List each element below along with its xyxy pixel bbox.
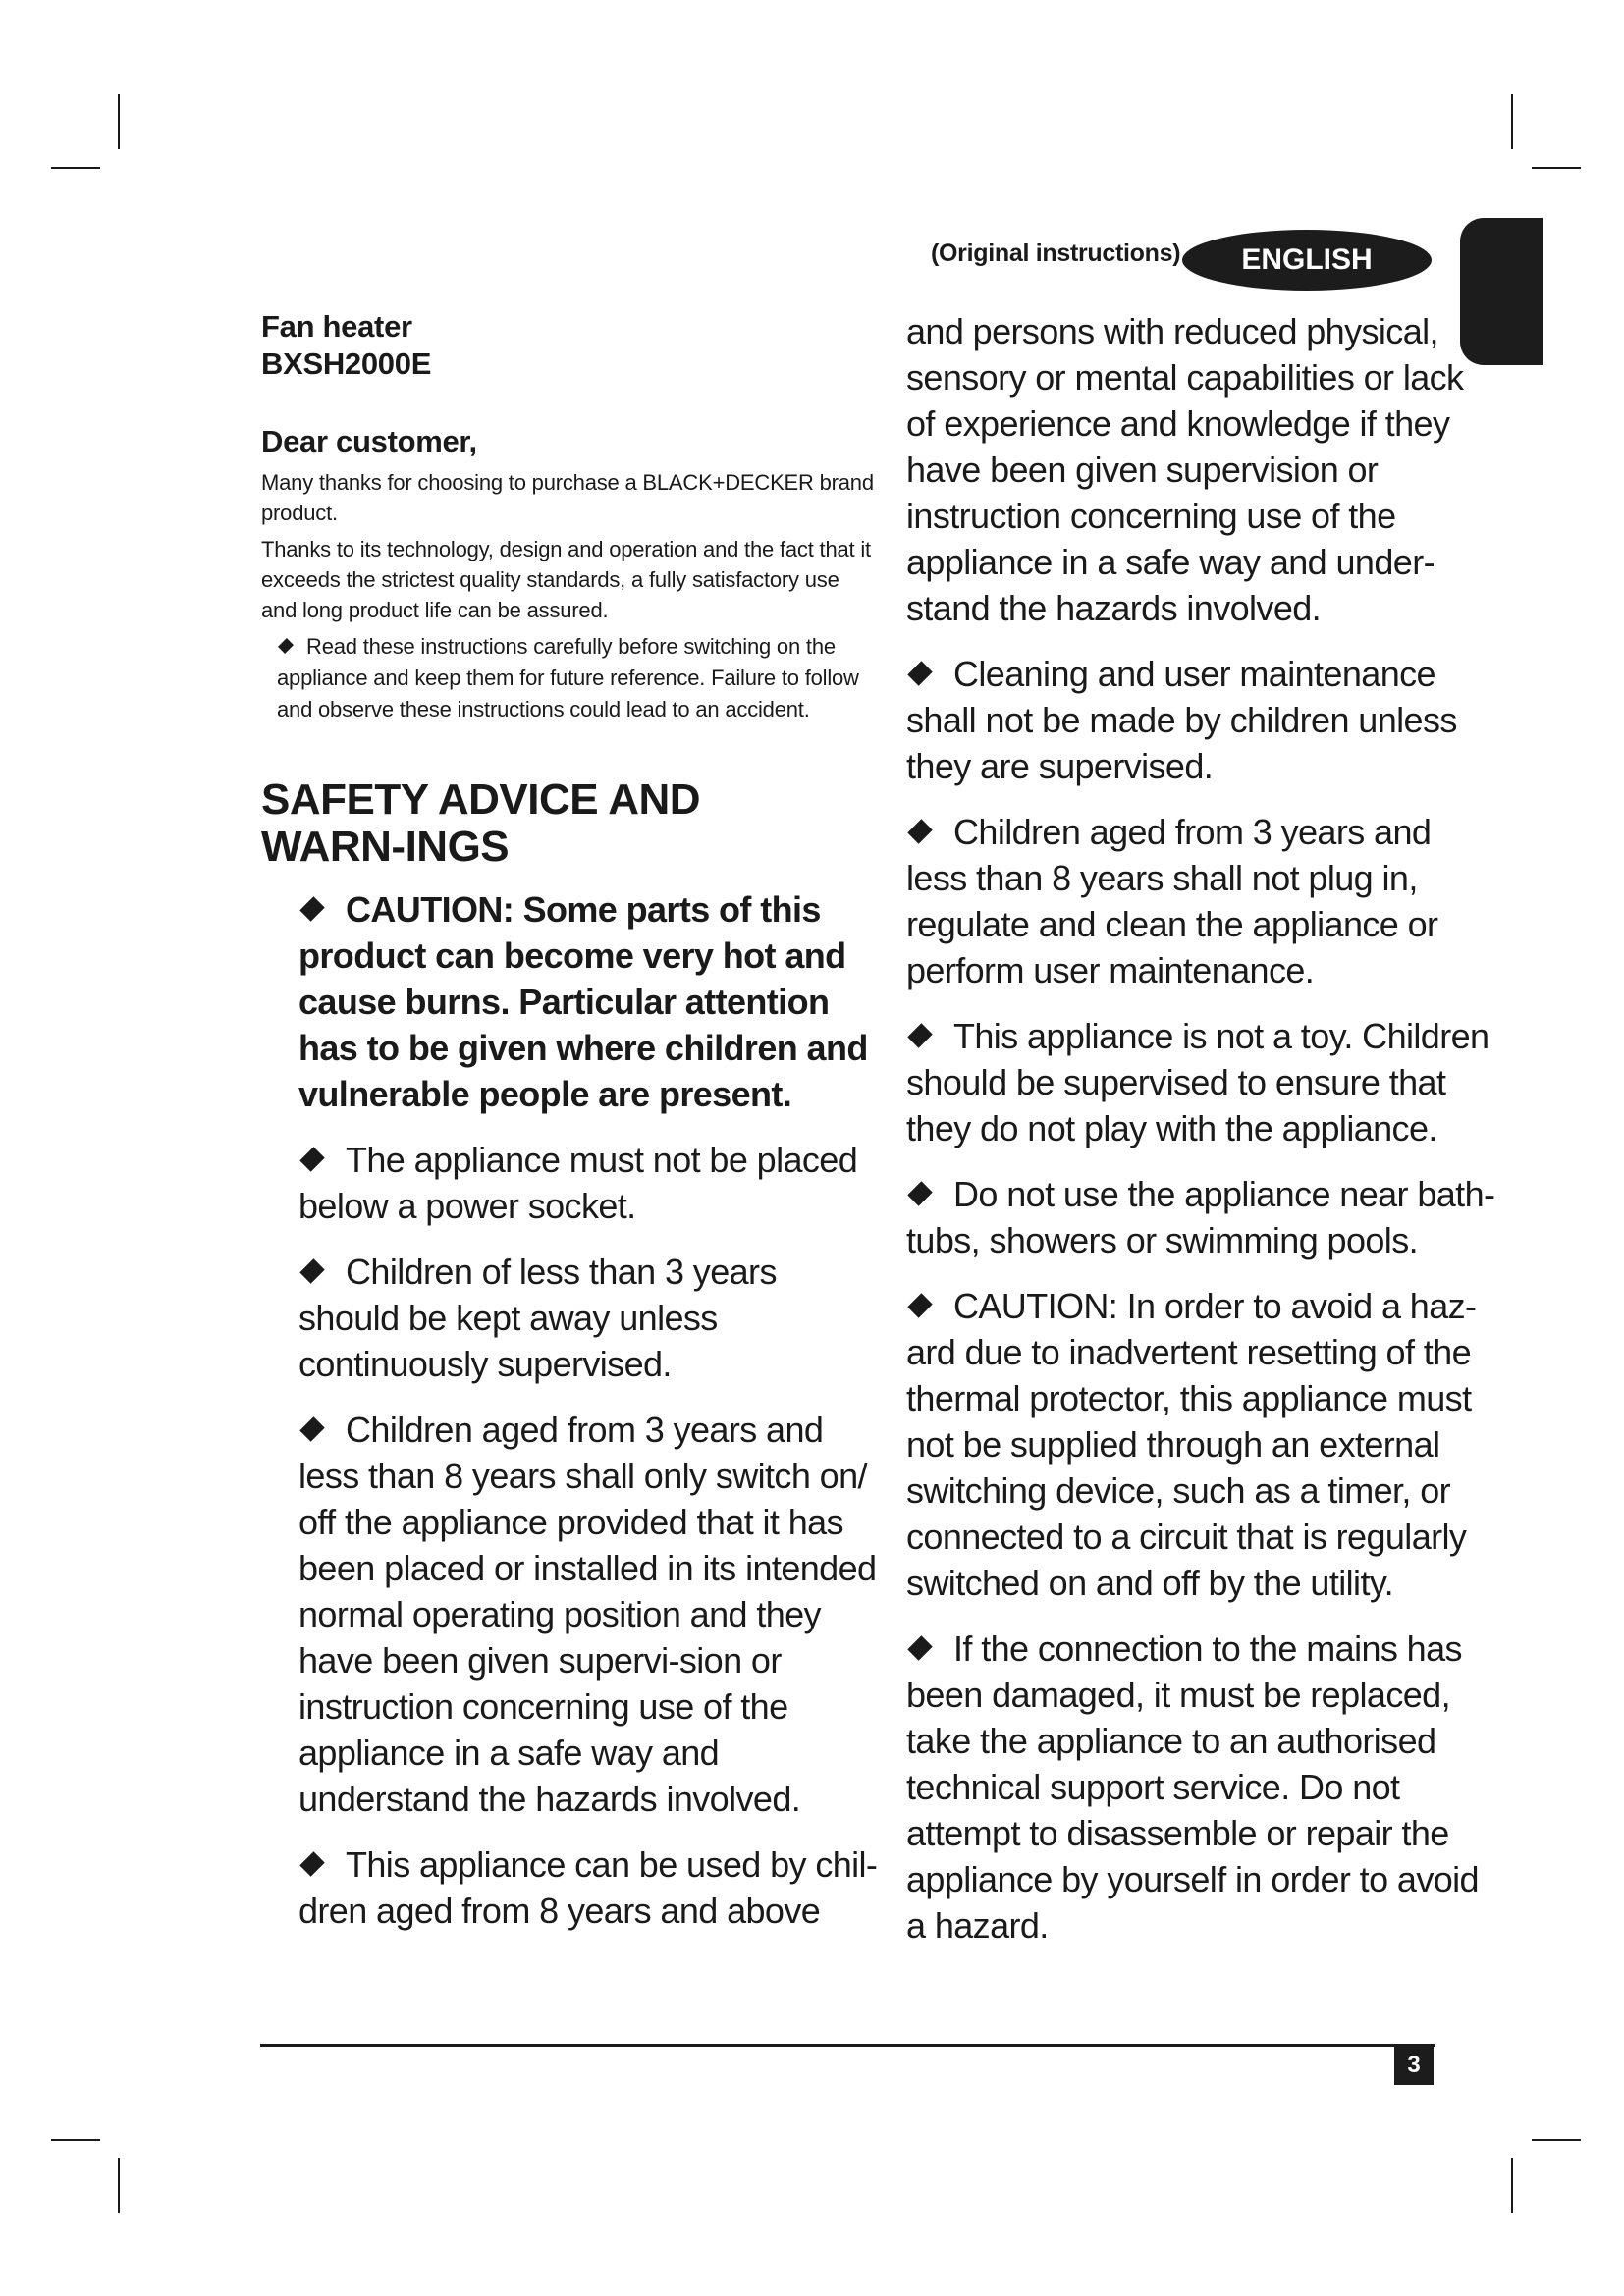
bullet-diamond-icon <box>278 638 294 654</box>
bullet-diamond-icon <box>907 662 932 686</box>
list-item-text: Children aged from 3 years and less than 8 years shall only switch on/ off the appliance provided that it has been placed or installed in its intended normal operating position and they have been given supervi-sion or instruction concerning use of the appliance in a safe way and understand the hazards involved. <box>298 1410 877 1819</box>
language-badge <box>1182 230 1432 291</box>
bullet-diamond-icon <box>299 1148 324 1172</box>
product-model: BXSH2000E <box>261 347 432 381</box>
crop-mark <box>51 2139 100 2141</box>
bullet-diamond-icon <box>907 820 932 844</box>
list-item-text: The appliance must not be placed below a power socket. <box>298 1140 858 1226</box>
list-item <box>298 886 880 1117</box>
intro-paragraph: Many thanks for choosing to purchase a BLACK+DECKER brand product. <box>261 470 874 525</box>
list-item <box>298 1249 880 1387</box>
crop-mark <box>1511 2158 1513 2213</box>
bullet-diamond-icon <box>299 897 324 922</box>
list-item-text: This appliance can be used by chil-dren aged from 8 years and above <box>298 1844 878 1931</box>
list-item <box>906 1013 1495 1151</box>
bullet-diamond-icon <box>907 1636 932 1661</box>
list-item <box>906 1171 1495 1263</box>
footer-rule <box>260 2044 1435 2047</box>
list-item <box>906 1283 1495 1606</box>
crop-mark <box>1511 94 1513 149</box>
crop-mark <box>1532 167 1581 169</box>
greeting: Dear customer, <box>261 424 477 458</box>
crop-mark <box>1532 2139 1581 2141</box>
language-label: ENGLISH <box>1241 243 1373 276</box>
crop-mark <box>118 2158 120 2213</box>
safety-list-right <box>906 308 1495 1949</box>
bullet-diamond-icon <box>907 1024 932 1048</box>
bullet-diamond-icon <box>299 1259 324 1284</box>
safety-list-left <box>261 886 880 1934</box>
list-item-text: CAUTION: In order to avoid a haz-ard due to inadvertent resetting of the thermal protector, this appliance must not be supplied through an external switching device, such as a timer, or connected to a circuit that is regularly switched on and off by the utility. <box>906 1286 1477 1603</box>
list-item-text: Cleaning and user maintenance shall not be made by children unless they are supervised. <box>906 654 1457 786</box>
list-item-text: This appliance is not a toy. Children should be supervised to ensure that they do not play with the appliance. <box>906 1016 1489 1148</box>
bullet-diamond-icon <box>299 1417 324 1442</box>
intro-bullet-text: Read these instructions carefully before switching on the appliance and keep them for future reference. Failure to follow and observe these instructions could lead to an accident. <box>277 634 859 721</box>
left-column <box>261 308 880 1953</box>
original-instructions-note: (Original instructions) <box>931 240 1181 267</box>
list-item-text: Do not use the appliance near bath-tubs, showers or swimming pools. <box>906 1174 1495 1260</box>
list-item-text: Children aged from 3 years and less than 8 years shall not plug in, regulate and clean the appliance or perform user maintenance. <box>906 812 1438 990</box>
list-item-text: CAUTION: Some parts of this product can become very hot and cause burns. Particular attention has to be given where children and vulnerable people are present. <box>298 889 868 1114</box>
crop-mark <box>51 167 100 169</box>
intro-bullet <box>277 631 880 725</box>
list-item <box>298 1407 880 1822</box>
product-name: Fan heater <box>261 309 412 344</box>
page-number: 3 <box>1394 2046 1434 2085</box>
bullet-diamond-icon <box>299 1852 324 1877</box>
crop-mark <box>118 94 120 149</box>
list-item-text: If the connection to the mains has been damaged, it must be replaced, take the appliance to an authorised technical support service. Do not attempt to disassemble or repair the appliance by yourself in order to avoid a hazard. <box>906 1629 1479 1946</box>
bullet-diamond-icon <box>907 1182 932 1206</box>
list-item <box>298 1137 880 1229</box>
list-item <box>906 809 1495 993</box>
section-title: SAFETY ADVICE AND WARN-INGS <box>261 775 701 871</box>
intro-paragraph: Thanks to its technology, design and operation and the fact that it exceeds the strictest quality standards, a fully satisfactory use and long product life can be assured. <box>261 537 871 622</box>
list-item-continuation: and persons with reduced physical, sensory or mental capabilities or lack of experience and knowledge if they have been given supervision or instruction concerning use of the appliance in a safe way and under-stand the hazards involved. <box>906 311 1464 628</box>
bullet-diamond-icon <box>907 1294 932 1318</box>
list-item <box>298 1842 880 1934</box>
list-item-text: Children of less than 3 years should be kept away unless continuously supervised. <box>298 1252 777 1384</box>
list-item <box>906 1626 1495 1949</box>
list-item <box>906 651 1495 789</box>
right-column <box>906 308 1495 1968</box>
